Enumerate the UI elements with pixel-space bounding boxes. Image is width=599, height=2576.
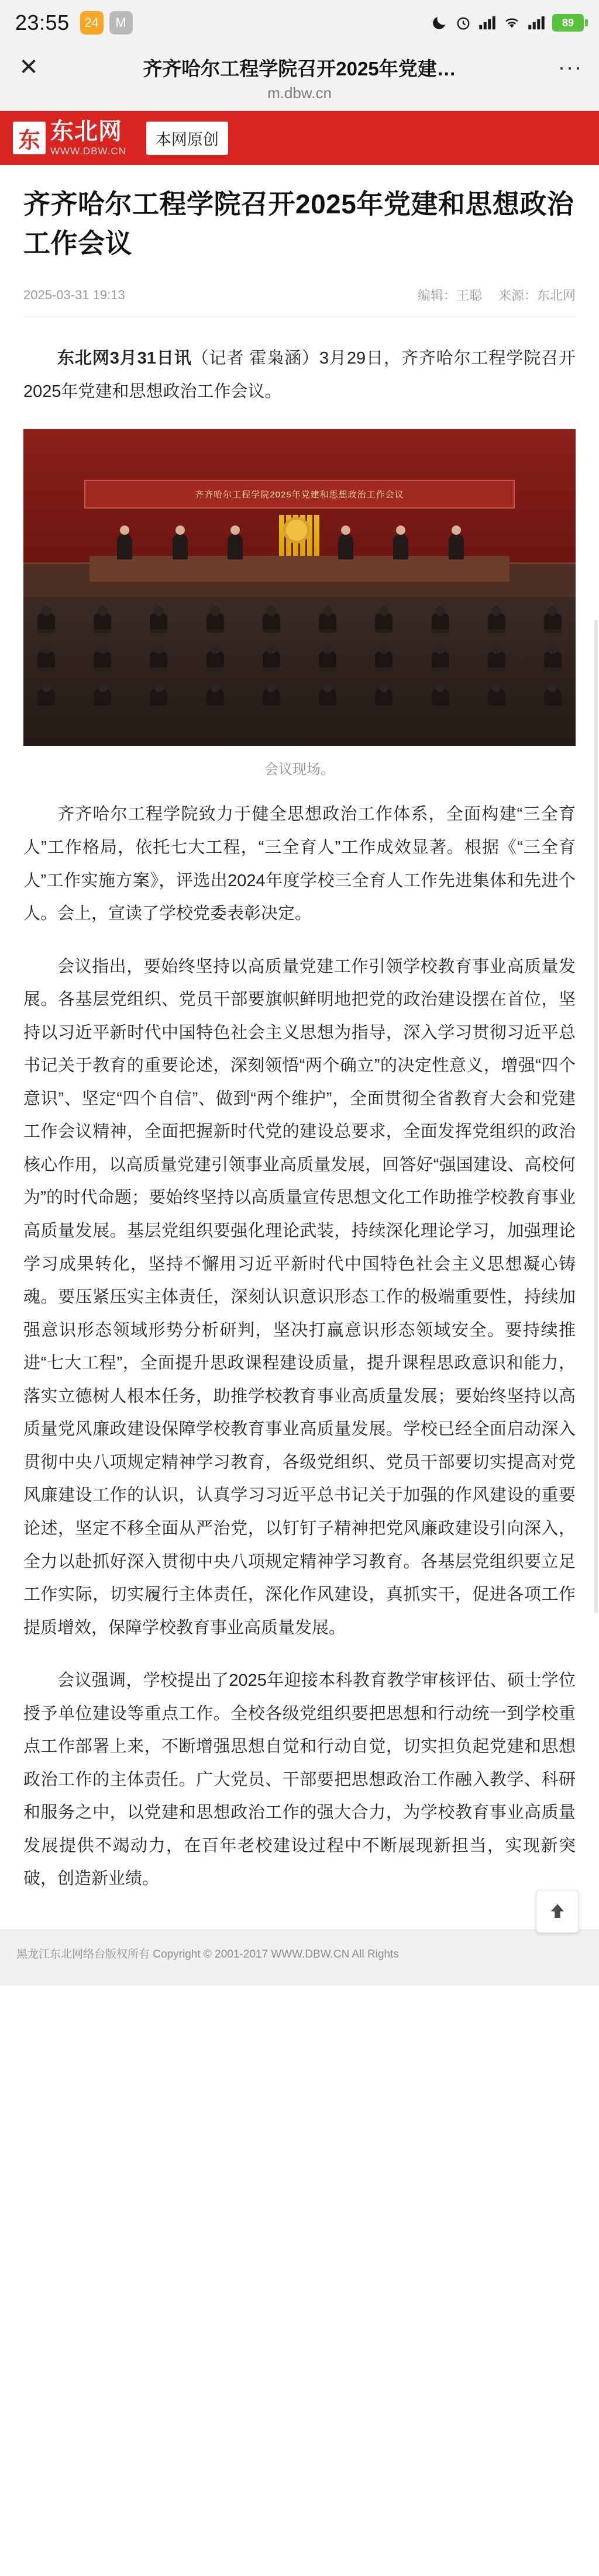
logo-text-cn: 东北网 xyxy=(50,119,122,144)
conference-photo xyxy=(23,429,576,746)
photo-person-6 xyxy=(449,534,464,559)
photo-seat-row-2 xyxy=(23,651,576,671)
status-right-icons xyxy=(431,14,584,32)
photo-banner-text: 齐齐哈尔工程学院2025年党建和思想政治工作会议 xyxy=(84,480,515,509)
photo-person-4 xyxy=(338,534,353,559)
article-lead-dateline: 东北网3月31日讯 xyxy=(57,349,192,368)
back-to-top-button[interactable] xyxy=(536,1890,579,1933)
article-figure xyxy=(23,429,576,778)
browser-title-bar xyxy=(0,46,599,111)
article-body xyxy=(0,165,599,1896)
photo-person-2 xyxy=(173,534,188,559)
article-paragraph-3: 会议强调，学校提出了2025年迎接本科教育教学审核评估、硕士学位授予单位建设等重点工作。全校各级党组织要把思想和行动统一到学校重点工作部署上来，不断增强思想自觉和行动自觉，切实担负起党建和思想政治工作的主体责任。广大党员、干部要把思想政治工作融入教学、科研和服务之中，以党建和思想政治工作的强大合力，为学校教育事业高质量发展提供不竭动力，在百年老校建设过程中不断展现新担当，实现新突破，创造新业绩。 xyxy=(23,1671,576,1889)
article-meta xyxy=(23,286,576,304)
site-header xyxy=(0,111,599,165)
moon-icon xyxy=(431,14,448,32)
page-title: 齐齐哈尔工程学院召开2025年党建… xyxy=(143,57,456,79)
wifi-icon xyxy=(503,15,521,30)
photo-person-3 xyxy=(228,534,243,559)
logo-mark-icon: 东 xyxy=(13,122,46,154)
status-bar xyxy=(0,0,599,46)
article-headline: 齐齐哈尔工程学院召开2025年党建和思想政治工作会议 xyxy=(23,189,574,258)
arrow-up-icon xyxy=(546,1900,569,1923)
original-content-tag[interactable]: 本网原创 xyxy=(146,122,228,155)
scrollbar[interactable] xyxy=(594,620,598,1613)
logo-text-en: WWW.DBW.CN xyxy=(50,146,126,157)
article-paragraph-1: 齐齐哈尔工程学院致力于健全思想政治工作体系，全面构建“三全育人”工作格局，依托七大工程，“三全育人”工作成效显著。根据《“三全育人”工作实施方案》，评选出2024年度学校三全育人工作先进集体和先进个人。会上，宣读了学校党委表彰决定。 xyxy=(23,805,576,924)
signal-icon xyxy=(478,15,496,30)
battery-indicator: 89 xyxy=(552,14,584,32)
site-logo[interactable] xyxy=(13,120,126,156)
photo-caption: 会议现场。 xyxy=(264,762,335,778)
alarm-icon xyxy=(455,15,471,31)
photo-emblem-icon xyxy=(283,517,310,544)
article-paragraph-2: 会议指出，要始终坚持以高质量党建工作引领学校教育事业高质量发展。各基层党组织、党员干部要旗帜鲜明地把党的政治建设摆在首位，坚持以习近平新时代中国特色社会主义思想为指导，深入学习贯彻习近平总书记关于教育的重要论述，深刻领悟“两个确立”的决定性意义，增强“四个意识”、坚定“四个自信”、做到“两个维护”，全面贯彻全省教育大会和党建工作会议精神，全面把握新时代党的建设总要求，全面发挥党组织的政治核心作用，以高质量党建引领事业高质量发展，回答好“强国建设、高校何为”的时代命题；要始终坚持以高质量宣传思想文化工作助推学校教育事业高质量发展。基层党组织要强化理论武装，持续深化理论学习，加强理论学习成果转化，坚持不懈用习近平新时代中国特色社会主义思想凝心铸魂。要压紧压实主体责任，深刻认识意识形态工作的极端重要性，持续加强意识形态领域形势分析研判，坚决打赢意识形态领域安全。要持续推进“七大工程”，全面提升思政课程建设质量，提升课程思政意识和能力，落实立德树人根本任务，助推学校教育事业高质量发展；要始终坚持以高质量党风廉政建设保障学校教育事业高质量发展。学校已经全面启动深入贯彻中央八项规定精神学习教育，各级党组织、党员干部要切实提高对党风廉建设工作的认识，认真学习习近平总书记关于加强的作风建设的重要论述，坚定不移全面从严治党，以钉钉子精神把党风廉政建设引向深入，全力以赴抓好深入贯彻中央八项规定精神学习教育。各基层党组织要立足工作实际，切实履行主体责任，深化作风建设，真抓实干，促进各项工作提质增效，保障学校教育事业高质量发展。 xyxy=(23,957,576,1637)
photo-head-table xyxy=(89,556,509,581)
article-lead-paragraph xyxy=(23,342,576,408)
photo-person-1 xyxy=(117,534,132,559)
article-lead-text: （记者 霍枭涵）3月29日，齐齐哈尔工程学院召开2025年党建和思想政治工作会议。 xyxy=(23,349,576,401)
more-menu-icon[interactable]: ··· xyxy=(558,55,583,79)
article-date: 2025-03-31 19:13 xyxy=(23,287,125,302)
status-app-badges xyxy=(80,11,133,34)
close-icon[interactable]: ✕ xyxy=(19,54,39,80)
photo-seat-row-3 xyxy=(23,689,576,709)
address-bar[interactable]: m.dbw.cn xyxy=(267,84,332,102)
signal2-icon xyxy=(528,15,545,30)
article-source: 来源：东北网 xyxy=(498,288,576,303)
status-time: 23:55 xyxy=(15,11,70,34)
badge-icon-1: 24 xyxy=(80,11,104,34)
site-footer: 黑龙江东北网络台版权所有 Copyright © 2001-2017 WWW.DBW.CN All Rights xyxy=(0,1930,599,1986)
photo-person-5 xyxy=(393,534,408,559)
photo-seat-row-1 xyxy=(23,613,576,633)
badge-icon-2: M xyxy=(109,11,133,34)
article-editor: 编辑：王聪 xyxy=(417,288,482,303)
